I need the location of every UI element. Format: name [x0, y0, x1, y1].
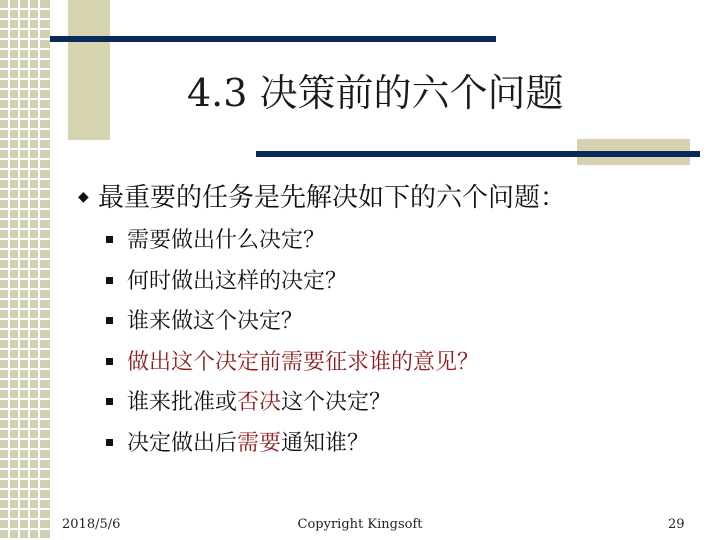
- decorative-tan-block-top: [68, 0, 110, 140]
- question-text-segment: 决定做出后: [127, 430, 238, 456]
- square-bullet-icon: [106, 317, 113, 324]
- question-text-segment: 需要做出什么决定？: [127, 228, 326, 253]
- square-bullet-icon: [106, 358, 113, 365]
- footer-copyright: Copyright Kingsoft: [297, 517, 423, 532]
- question-text-segment: 通知谁？: [281, 430, 370, 456]
- question-item: [106, 429, 479, 470]
- question-item: [106, 388, 479, 429]
- question-text-segment: 谁来批准或: [127, 390, 238, 415]
- square-bullet-icon: [106, 398, 113, 405]
- question-text-segment: 需要: [237, 430, 282, 456]
- main-bullet-text: 最重要的任务是先解决如下的六个问题：: [98, 183, 567, 213]
- decorative-checker-strip: [0, 0, 50, 540]
- question-item: [106, 267, 479, 308]
- question-list: [106, 226, 479, 469]
- question-item: [106, 307, 479, 348]
- square-bullet-icon: [106, 277, 113, 284]
- question-text-segment: 做出这个决定前需要征求谁的意见？: [127, 349, 480, 375]
- footer-date: 2018/5/6: [62, 517, 121, 532]
- question-item: [106, 348, 479, 389]
- decorative-navy-line-top: [50, 36, 496, 42]
- decorative-navy-line-mid: [256, 151, 700, 157]
- question-text-segment: 谁来做这个决定？: [127, 309, 304, 334]
- question-text-segment: 这个决定？: [281, 390, 392, 415]
- question-item: [106, 226, 479, 267]
- question-text-segment: 何时做出这样的决定？: [127, 268, 348, 294]
- main-bullet: [78, 180, 566, 215]
- question-text-segment: 否决: [237, 390, 282, 415]
- diamond-bullet-icon: ◆: [78, 189, 89, 205]
- slide-title: 4.3 决策前的六个问题: [187, 71, 564, 115]
- square-bullet-icon: [106, 236, 113, 243]
- footer-page-number: 29: [668, 517, 685, 532]
- square-bullet-icon: [106, 439, 113, 446]
